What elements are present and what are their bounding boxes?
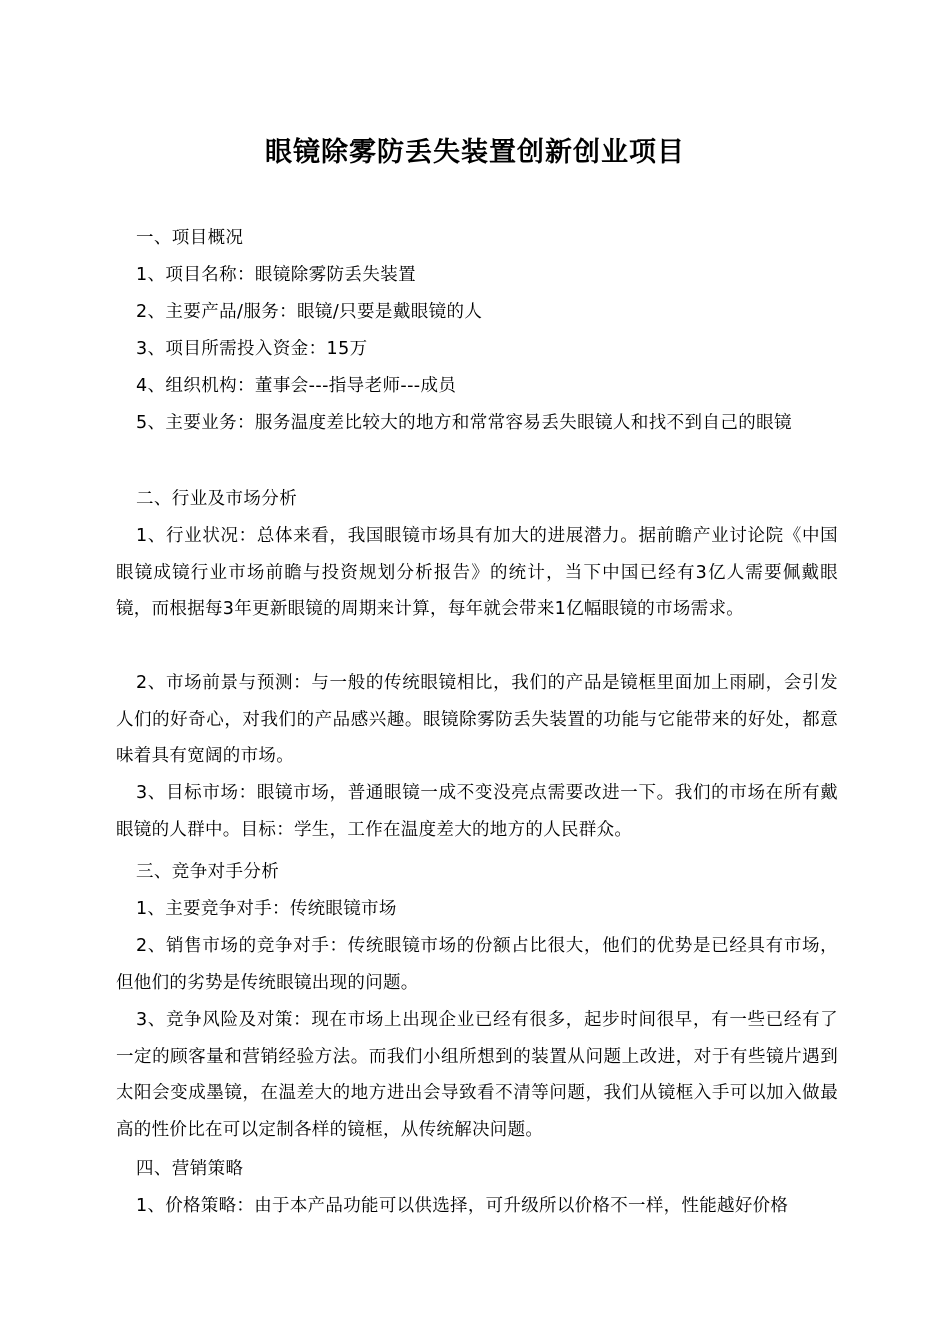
section-heading-competition: 三、竞争对手分析 — [136, 862, 280, 882]
market-paragraph: 3、目标市场：眼镜市场，普通眼镜一成不变没亮点需要改进一下。我们的市场在所有戴眼镜的人群中。目标：学生，工作在温度差大的地方的人民群众。 — [116, 783, 838, 840]
document-title: 眼镜除雾防丢失装置创新创业项目 — [265, 137, 685, 168]
competition-paragraph: 2、销售市场的竞争对手：传统眼镜市场的份额占比很大，他们的优势是已经具有市场，但他们的劣势是传统眼镜出现的问题。 — [116, 936, 838, 993]
competition-paragraph: 1、主要竞争对手：传统眼镜市场 — [136, 899, 397, 919]
overview-item: 3、项目所需投入资金：15万 — [136, 339, 368, 359]
section-heading-overview: 一、项目概况 — [136, 228, 244, 248]
overview-item: 5、主要业务：服务温度差比较大的地方和常常容易丢失眼镜人和找不到自己的眼镜 — [136, 413, 792, 433]
overview-item: 4、组织机构：董事会---指导老师---成员 — [136, 376, 457, 396]
overview-item: 2、主要产品/服务：眼镜/只要是戴眼镜的人 — [136, 302, 483, 322]
section-heading-marketing: 四、营销策略 — [136, 1159, 244, 1179]
section-heading-market: 二、行业及市场分析 — [136, 489, 298, 509]
market-paragraph: 1、行业状况：总体来看，我国眼镜市场具有加大的进展潜力。据前瞻产业讨论院《中国眼镜成镜行业市场前瞻与投资规划分析报告》的统计，当下中国已经有3亿人需要佩戴眼镜，而根据每3年更新眼镜的周期来计算，每年就会带来1亿幅眼镜的市场需求。 — [116, 526, 838, 619]
market-paragraph: 2、市场前景与预测：与一般的传统眼镜相比，我们的产品是镜框里面加上雨刷，会引发人们的好奇心，对我们的产品感兴趣。眼镜除雾防丢失装置的功能与它能带来的好处，都意味着具有宽阔的市场。 — [116, 673, 838, 766]
competition-paragraph: 3、竞争风险及对策：现在市场上出现企业已经有很多，起步时间很早，有一些已经有了一定的顾客量和营销经验方法。而我们小组所想到的装置从问题上改进，对于有些镜片遇到太阳会变成墨镜，在温差大的地方进出会导致看不清等问题，我们从镜框入手可以加入做最高的性价比在可以定制各样的镜框，从传统解决问题。 — [116, 1010, 838, 1140]
overview-item: 1、项目名称：眼镜除雾防丢失装置 — [136, 265, 417, 285]
marketing-paragraph: 1、价格策略：由于本产品功能可以供选择，可升级所以价格不一样，性能越好价格 — [136, 1196, 789, 1216]
